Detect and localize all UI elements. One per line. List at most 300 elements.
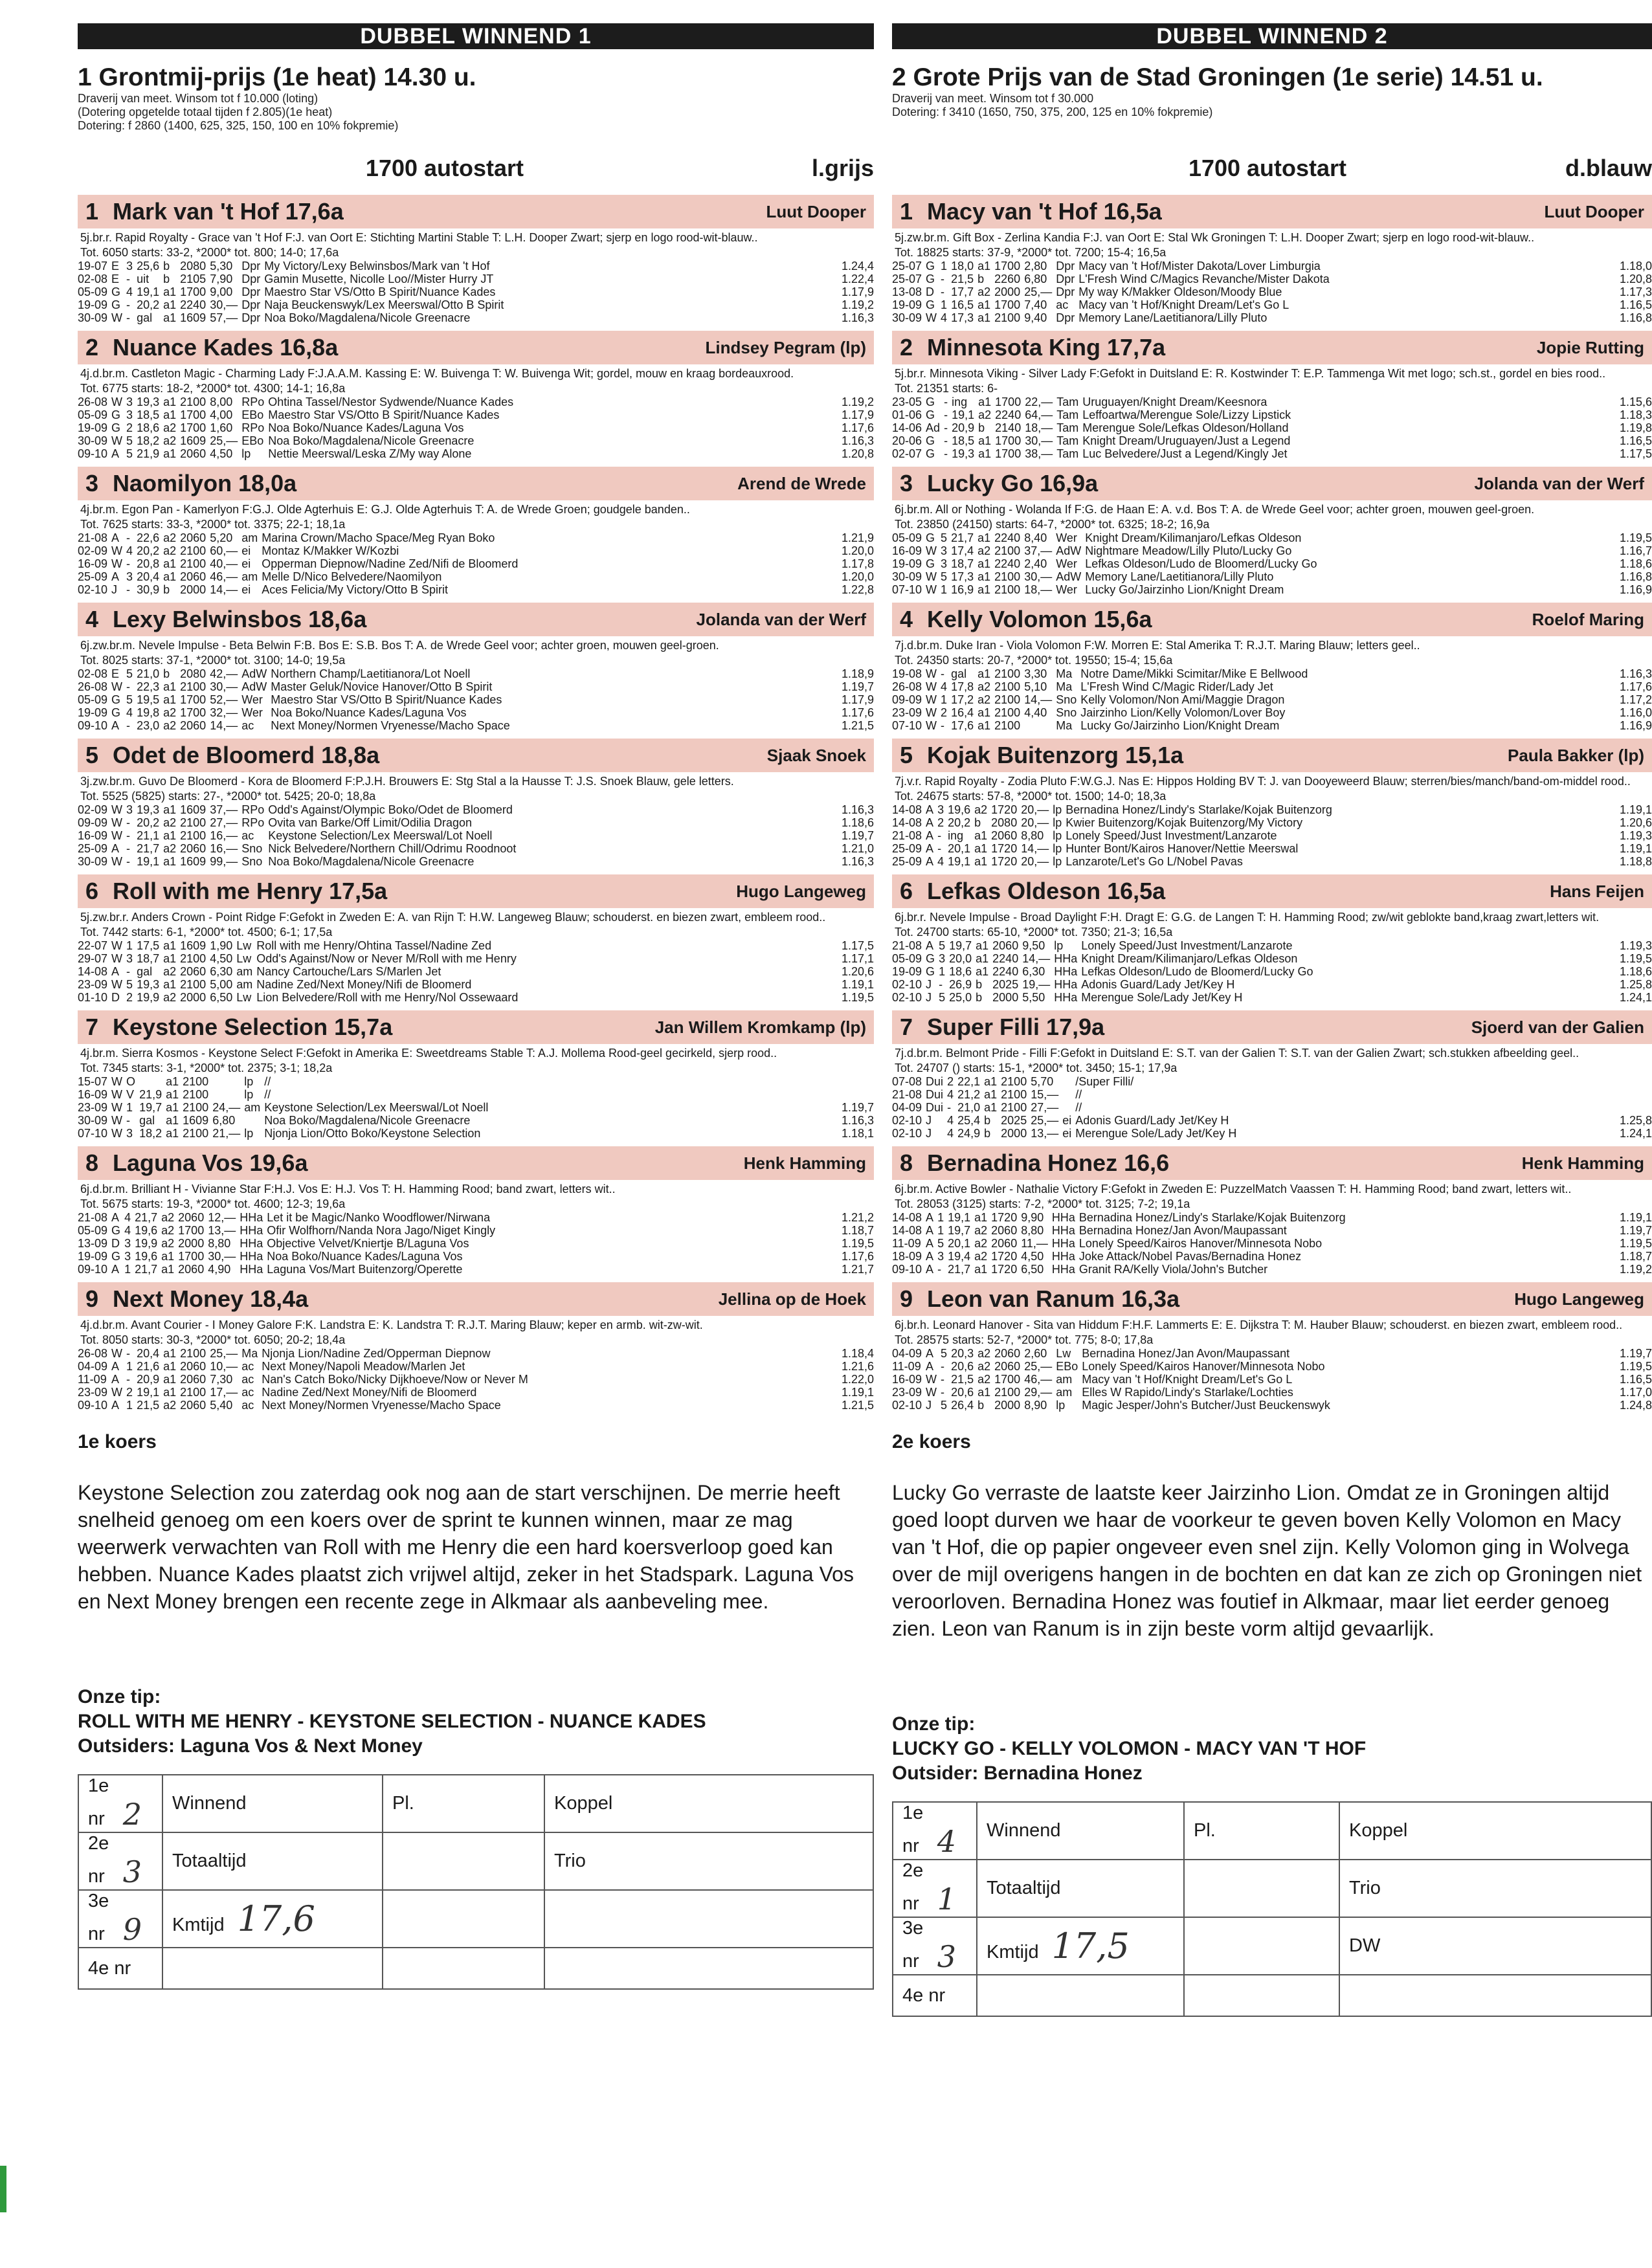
run-cell: 30-09 xyxy=(892,570,922,583)
run-cell xyxy=(1062,1075,1075,1088)
run-cell: 14,— xyxy=(210,719,238,732)
bet-form xyxy=(892,1801,1652,2017)
run-row xyxy=(78,1127,874,1140)
run-cell: a1 xyxy=(166,1114,179,1127)
run-cell: 1.18,9 xyxy=(841,667,874,680)
run-row xyxy=(892,842,1652,855)
run-cell: a1 xyxy=(977,557,991,570)
run-cell: D xyxy=(111,991,120,1004)
horse-driver: Jan Willem Kromkamp (lp) xyxy=(654,1017,866,1037)
run-cell: 1609 xyxy=(180,803,206,816)
run-row xyxy=(892,978,1652,991)
run-cell: 19-08 xyxy=(892,667,922,680)
run-cell: A xyxy=(111,965,120,978)
run-cell: 1.17,9 xyxy=(841,693,874,706)
run-cell: a1 xyxy=(163,952,177,965)
run-cell: Lion Belvedere/Roll with me Henry/Nol Ossewaard xyxy=(256,991,519,1004)
run-cell: G xyxy=(926,395,935,408)
run-cell: Lefkas Oldeson/Ludo de Bloomerd/Lucky Go xyxy=(1085,557,1317,570)
run-row xyxy=(78,408,874,421)
run-cell: 2060 xyxy=(178,1263,205,1276)
run-cell: EBo xyxy=(241,408,264,421)
run-cell: 2100 xyxy=(1001,1075,1027,1088)
run-cell: 2100 xyxy=(180,680,206,693)
run-cell: W xyxy=(111,1101,123,1114)
run-cell: 1.16,5 xyxy=(1619,434,1652,447)
run-cell: b xyxy=(163,272,170,285)
run-cell: Tam xyxy=(1056,434,1079,447)
run-cell: 1.17,6 xyxy=(1619,680,1652,693)
run-cell: ing xyxy=(948,829,964,842)
run-cell: 20,6 xyxy=(951,1386,974,1399)
run-cell: a1 xyxy=(163,1360,177,1373)
run-cell: 19,3 xyxy=(137,395,160,408)
run-row xyxy=(78,1360,874,1373)
run-cell xyxy=(842,1088,874,1101)
run-cell: 14-06 xyxy=(892,421,922,434)
run-cell: Knight Dream/Kilimanjaro/Lefkas Oldeson xyxy=(1085,531,1302,544)
run-cell: 19,6 xyxy=(135,1250,158,1263)
run-row xyxy=(892,285,1652,298)
horse-stats: Tot. 7442 starts: 6-1, *2000* tot. 4500; 6-1; 17,5a xyxy=(80,926,333,939)
run-cell: Ma xyxy=(1056,719,1073,732)
form-cell xyxy=(544,1890,873,1948)
form-label: 1e nr 2 xyxy=(78,1775,162,1832)
run-cell: b xyxy=(977,272,985,285)
run-cell: a1 xyxy=(977,531,991,544)
run-cell: gal xyxy=(137,965,153,978)
run-cell: 1.25,8 xyxy=(1619,978,1652,991)
run-cell: 20-06 xyxy=(892,434,922,447)
run-cell: 4,50 xyxy=(210,447,233,460)
run-cell: 25-07 xyxy=(892,272,922,285)
run-cell: Ma xyxy=(241,1347,258,1360)
run-cell: 22,1 xyxy=(957,1075,981,1088)
horse-stats: Tot. 24350 starts: 20-7, *2000* tot. 19550; 15-4; 15,6a xyxy=(895,654,1173,667)
run-cell: A xyxy=(926,1263,934,1276)
run-cell: 24,9 xyxy=(957,1127,981,1140)
run-row xyxy=(78,1088,874,1101)
run-cell: 2100 xyxy=(994,1386,1021,1399)
distance-row xyxy=(892,155,1652,182)
horse-name: 7 Keystone Selection 15,7a xyxy=(85,1014,393,1040)
run-cell: E xyxy=(111,667,120,680)
run-cell: 4 xyxy=(124,1211,131,1224)
run-row xyxy=(892,434,1652,447)
horse-driver: Sjoerd van der Galien xyxy=(1471,1017,1644,1037)
run-row xyxy=(78,680,874,693)
run-cell: Dpr xyxy=(241,272,261,285)
horse-name: 2 Nuance Kades 16,8a xyxy=(85,334,339,361)
run-cell: A xyxy=(111,1211,120,1224)
run-cell: 18,6 xyxy=(949,965,972,978)
run-cell: 2100 xyxy=(180,952,206,965)
run-cell: a1 xyxy=(977,719,991,732)
horse-pedigree: 6j.br.r. Nevele Impulse - Broad Daylight F:H. Dragt E: G.G. de Langen T: H. Hamming Rood; zw/wit geblokte band,kraag zwart,letters wit. xyxy=(895,911,1600,924)
run-cell: ac xyxy=(1056,298,1069,311)
run-cell: 1700 xyxy=(178,1250,205,1263)
run-cell: 1 xyxy=(941,298,948,311)
run-cell: Lw xyxy=(236,952,252,965)
run-cell: 02-09 xyxy=(78,544,108,557)
run-cell: 1.15,6 xyxy=(1619,395,1652,408)
run-cell: 25,— xyxy=(1024,285,1053,298)
run-cell: 1.19,8 xyxy=(1619,421,1652,434)
run-cell: 30-09 xyxy=(892,311,922,324)
run-cell: 21,5 xyxy=(137,1399,160,1412)
horse-number: 2 xyxy=(900,334,913,361)
run-cell: 52,— xyxy=(210,693,238,706)
run-cell: Lw xyxy=(236,939,252,952)
run-cell: G xyxy=(926,434,935,447)
form-cell: Koppel xyxy=(544,1775,873,1832)
form-label: 4e nr xyxy=(893,1975,977,2016)
run-cell: Noa Boko/Magdalena/Nicole Greenacre xyxy=(264,1114,471,1127)
run-row xyxy=(78,434,874,447)
run-cell: 22,6 xyxy=(137,531,160,544)
run-row xyxy=(78,298,874,311)
run-cell: 1609 xyxy=(180,855,206,868)
recent-runs-table xyxy=(892,667,1652,732)
horse-header xyxy=(78,874,874,908)
run-cell: b xyxy=(984,1127,991,1140)
analysis-heading: 2e koers xyxy=(892,1431,971,1452)
run-cell: 16-09 xyxy=(78,557,108,570)
run-cell xyxy=(1620,1075,1652,1088)
run-cell: a2 xyxy=(163,531,177,544)
run-cell: 7,40 xyxy=(1024,298,1047,311)
run-cell: a1 xyxy=(984,1075,998,1088)
form-cell: Kmtijd 17,5 xyxy=(977,1917,1184,1975)
run-cell: 4 xyxy=(126,544,133,557)
run-cell: 21-08 xyxy=(892,939,922,952)
run-cell: 09-10 xyxy=(78,447,108,460)
run-cell: Keystone Selection/Lex Meerswal/Lot Noell xyxy=(264,1101,489,1114)
run-cell: Maestro Star VS/Otto B Spirit/Nuance Kades xyxy=(271,693,502,706)
run-cell: 19,1 xyxy=(137,285,160,298)
run-cell: 25-07 xyxy=(892,260,922,272)
run-cell: b xyxy=(974,816,981,829)
horse-number: 1 xyxy=(900,198,913,225)
run-cell: 1720 xyxy=(991,842,1018,855)
run-cell: W xyxy=(926,719,937,732)
horse-entry xyxy=(892,739,1652,868)
run-cell: Noa Boko/Magdalena/Nicole Greenacre xyxy=(264,311,471,324)
run-cell: 2240 xyxy=(994,531,1021,544)
run-cell: 05-09 xyxy=(892,531,922,544)
run-row xyxy=(78,395,874,408)
horse-stats: Tot. 18825 starts: 37-9, *2000* tot. 7200; 15-4; 16,5a xyxy=(895,246,1166,259)
run-cell: A xyxy=(926,1360,934,1373)
run-cell: 09-09 xyxy=(78,816,108,829)
run-cell: Laguna Vos/Mart Buitenzorg/Operette xyxy=(267,1263,463,1276)
run-cell: 20,3 xyxy=(951,1347,974,1360)
run-cell: 02-10 xyxy=(892,991,922,1004)
run-cell: G xyxy=(926,557,935,570)
run-cell: am xyxy=(1056,1386,1073,1399)
run-cell: 30,— xyxy=(210,298,238,311)
run-cell: 24,— xyxy=(212,1101,241,1114)
run-cell: Ma xyxy=(1056,680,1073,693)
run-cell: - xyxy=(944,421,948,434)
run-cell: ei xyxy=(1062,1127,1072,1140)
run-row xyxy=(892,1386,1652,1399)
run-cell: Dpr xyxy=(1056,311,1075,324)
run-cell: 19,7 xyxy=(139,1101,162,1114)
run-cell: Elles W Rapido/Lindy's Starlake/Lochties xyxy=(1082,1386,1293,1399)
run-cell: Keystone Selection/Lex Meerswal/Lot Noell xyxy=(268,829,493,842)
horse-name: 1 Macy van 't Hof 16,5a xyxy=(900,198,1162,225)
form-label: 2e nr 3 xyxy=(78,1832,162,1890)
run-cell: 20,9 xyxy=(137,1373,160,1386)
run-row xyxy=(78,991,874,1004)
run-cell: 6,50 xyxy=(1021,1263,1044,1276)
run-cell: ei xyxy=(241,583,251,596)
run-cell: Joke Attack/Nobel Pavas/Bernadina Honez xyxy=(1078,1250,1302,1263)
run-cell: 2100 xyxy=(1001,1088,1027,1101)
run-cell: 1 xyxy=(126,939,133,952)
run-cell: 2060 xyxy=(992,939,1019,952)
run-cell: G xyxy=(926,952,935,965)
race-condition-line: Draverij van meet. Winsom tot f 30.000 xyxy=(892,92,1094,105)
run-cell: am xyxy=(241,531,258,544)
run-cell: 1720 xyxy=(991,1263,1018,1276)
run-cell: 1.18,3 xyxy=(1619,408,1652,421)
run-cell: - xyxy=(944,447,948,460)
horse-number: 3 xyxy=(85,470,99,496)
run-cell: 46,— xyxy=(1024,1373,1053,1386)
form-cell xyxy=(1339,1975,1651,2016)
run-cell: O xyxy=(126,1075,136,1088)
run-cell: 15,— xyxy=(1031,1088,1059,1101)
run-cell: 09-10 xyxy=(78,719,108,732)
run-cell: 3 xyxy=(941,557,948,570)
bet-form-row xyxy=(78,1948,873,1989)
run-cell: 5 xyxy=(126,434,133,447)
horse-entry xyxy=(78,331,874,460)
distance-row xyxy=(78,155,874,182)
run-cell: a2 xyxy=(163,842,177,855)
horse-stats: Tot. 8025 starts: 37-1, *2000* tot. 3100; 14-0; 19,5a xyxy=(80,654,346,667)
run-cell: 1.19,2 xyxy=(841,395,874,408)
run-cell: a2 xyxy=(977,693,991,706)
run-cell: 8,90 xyxy=(1024,1399,1047,1412)
run-cell: G xyxy=(926,965,935,978)
run-cell: a2 xyxy=(161,1224,175,1237)
run-cell: 5 xyxy=(941,531,948,544)
horse-entry xyxy=(892,1282,1652,1412)
run-cell: D xyxy=(111,1237,120,1250)
horse-driver: Hugo Langeweg xyxy=(736,881,866,901)
run-cell: a2 xyxy=(163,706,177,719)
run-cell: 2060 xyxy=(178,1211,205,1224)
run-cell: Merengue Sole/Lefkas Oldeson/Holland xyxy=(1082,421,1289,434)
run-cell: W xyxy=(926,1373,937,1386)
run-cell: 1700 xyxy=(994,1373,1021,1386)
recent-runs-table xyxy=(78,395,874,460)
run-row xyxy=(78,965,874,978)
run-cell: W xyxy=(926,680,937,693)
run-cell: ei xyxy=(241,544,251,557)
horse-stats: Tot. 5675 starts: 19-3, *2000* tot. 4600; 12-3; 19,6a xyxy=(80,1197,346,1210)
horse-header xyxy=(78,1282,874,1316)
run-cell: E xyxy=(111,272,120,285)
run-cell: 19,7 xyxy=(949,939,972,952)
run-cell: 1.24,1 xyxy=(1619,1127,1652,1140)
horse-header xyxy=(892,467,1652,500)
run-cell: HHa xyxy=(1054,952,1078,965)
run-cell: a1 xyxy=(977,667,991,680)
run-row xyxy=(78,952,874,965)
run-cell: Wer xyxy=(1056,531,1077,544)
run-cell: Notre Dame/Mikki Scimitar/Mike E Bellwood xyxy=(1080,667,1308,680)
run-cell: 21-08 xyxy=(892,829,922,842)
run-cell: am xyxy=(244,1101,261,1114)
run-cell: Tam xyxy=(1056,408,1079,421)
run-cell: ac xyxy=(241,1360,254,1373)
run-cell: A xyxy=(111,1360,120,1373)
run-cell: ei xyxy=(241,557,251,570)
run-cell: 1.16,5 xyxy=(1619,1373,1652,1386)
run-cell: a1 xyxy=(977,260,991,272)
run-cell: HHa xyxy=(240,1211,263,1224)
run-cell: 1.21,0 xyxy=(841,842,874,855)
run-cell: 09-10 xyxy=(78,1399,108,1412)
run-cell: 17,8 xyxy=(951,680,974,693)
analysis-text: Lucky Go verraste de laatste keer Jairzinho Lion. Omdat ze in Groningen altijd goed loopt durven we haar de voorkeur te geven boven Kelly Volomon en Macy van 't Hof, die op papier ongeveer even snel zijn. Kelly Volomon ging in Wolvega over de mijl overigens hangen in de bochten en dat kan ze zich op Groningen niet veroorloven. Bernadina Honez was foutief in Alkmaar, maar liet eerder genoeg zien. Leon van Ranum is in zijn beste vorm altijd gevaarlijk. xyxy=(892,1481,1642,1640)
run-cell: A xyxy=(111,570,120,583)
run-cell: W xyxy=(111,939,123,952)
run-cell: a1 xyxy=(166,1088,179,1101)
track-color: d.blauw xyxy=(1565,155,1652,181)
run-cell: Odd's Against/Now or Never M/Roll with me Henry xyxy=(256,952,517,965)
run-cell: W xyxy=(111,952,123,965)
horse-pedigree: 5j.br.r. Rapid Royalty - Grace van 't Hof F:J. van Oort E: Stichting Martini Stable T: L.H. Dooper Zwart; sjerp en logo rood-wit-blauw.. xyxy=(80,231,758,244)
run-cell: 1.24,8 xyxy=(1619,1399,1652,1412)
run-cell: 8,40 xyxy=(1024,531,1047,544)
run-cell: 07-08 xyxy=(892,1075,922,1088)
horse-name: 7 Super Filli 17,9a xyxy=(900,1014,1105,1040)
run-cell: 1.19,3 xyxy=(1619,939,1652,952)
run-cell: 3 xyxy=(126,1127,133,1140)
analysis-text: Keystone Selection zou zaterdag ook nog aan de start verschijnen. De merrie heeft snelheid genoeg om een koers over de sprint te kunnen winnen, maar ze mag weerwerk verwachten van Roll with me Henry die een hard koersverloop goed kan hebben. Nuance Kades plaatst zich vrijwel altijd, zeker in het Stadspark. Laguna Vos en Next Money brengen een recente zege in Alkmaar als aanbeveling mee. xyxy=(78,1481,854,1613)
run-cell: Dpr xyxy=(1056,260,1075,272)
run-cell: 17,3 xyxy=(951,570,974,583)
run-cell: AdW xyxy=(1056,544,1082,557)
horse-header xyxy=(78,1146,874,1180)
run-cell: A xyxy=(926,816,934,829)
run-cell: 4 xyxy=(126,285,133,298)
run-cell: a2 xyxy=(161,1237,175,1250)
run-cell xyxy=(1024,719,1056,732)
run-cell: V xyxy=(126,1088,135,1101)
run-cell: 19-09 xyxy=(892,557,922,570)
run-cell: G xyxy=(111,421,121,434)
run-cell: HHa xyxy=(1051,1263,1075,1276)
run-cell: 5 xyxy=(941,1399,948,1412)
recent-runs-table xyxy=(78,1211,874,1276)
run-cell: gal xyxy=(951,667,967,680)
run-cell: Next Money/Napoli Meadow/Marlen Jet xyxy=(262,1360,465,1373)
page-edge-tab xyxy=(0,2166,6,2212)
form-cell: Pl. xyxy=(383,1775,544,1832)
run-cell: lp xyxy=(244,1088,254,1101)
run-cell: a1 xyxy=(163,395,177,408)
horse-number: 7 xyxy=(900,1014,913,1040)
run-cell: A xyxy=(111,447,120,460)
run-cell: a1 xyxy=(163,311,177,324)
run-cell: 21,— xyxy=(212,1127,241,1140)
horse-name: 6 Roll with me Henry 17,5a xyxy=(85,878,388,904)
run-cell: W xyxy=(926,667,937,680)
run-cell: 21-08 xyxy=(78,531,108,544)
run-cell: 2100 xyxy=(180,1347,206,1360)
run-cell: 2000 xyxy=(178,1237,205,1250)
run-cell: a1 xyxy=(163,829,177,842)
run-cell: 30,— xyxy=(208,1250,236,1263)
run-cell: 2080 xyxy=(991,816,1018,829)
run-cell: 22,3 xyxy=(137,680,160,693)
run-cell: a2 xyxy=(163,1399,177,1412)
horse-entry xyxy=(892,1146,1652,1276)
horse-stats: Tot. 7625 starts: 33-3, *2000* tot. 3375; 22-1; 18,1a xyxy=(80,518,346,531)
run-row xyxy=(892,952,1652,965)
run-cell: 1.18,8 xyxy=(1619,855,1652,868)
run-cell: a2 xyxy=(163,816,177,829)
run-cell: 2140 xyxy=(995,421,1021,434)
horse-stats: Tot. 5525 (5825) starts: 27-, *2000* tot. 5425; 20-0; 18,8a xyxy=(80,790,376,803)
run-cell: 19,1 xyxy=(137,855,160,868)
run-cell: Lw xyxy=(236,991,252,1004)
run-cell: Ma xyxy=(1056,667,1073,680)
race-conditions xyxy=(78,92,874,133)
run-cell: 46,— xyxy=(210,570,238,583)
horse-stats: Tot. 24700 starts: 65-10, *2000* tot. 7350; 21-3; 16,5a xyxy=(895,926,1173,939)
run-cell: 1.18,7 xyxy=(1619,1250,1652,1263)
run-cell: Merengue Sole/Lady Jet/Key H xyxy=(1075,1127,1237,1140)
run-cell: Next Money/Normen Vryenesse/Macho Space xyxy=(271,719,510,732)
run-cell: - xyxy=(126,1373,131,1386)
run-cell: 13,— xyxy=(208,1224,236,1237)
run-cell: lp xyxy=(1054,939,1064,952)
run-cell: 1.20,8 xyxy=(841,447,874,460)
run-cell: a1 xyxy=(163,408,177,421)
run-cell: HHa xyxy=(1051,1224,1075,1237)
run-cell xyxy=(1062,1088,1075,1101)
run-cell: A xyxy=(926,1237,934,1250)
run-cell: a1 xyxy=(163,557,177,570)
recent-runs-table xyxy=(892,803,1652,868)
run-cell: 21,0 xyxy=(957,1101,981,1114)
run-cell: 07-10 xyxy=(78,1127,108,1140)
horse-stats: Tot. 28053 (3125) starts: 7-2, *2000* tot. 3125; 7-2; 19,1a xyxy=(895,1197,1190,1210)
run-cell: - xyxy=(937,1263,942,1276)
race-condition-line: Dotering: f 2860 (1400, 625, 325, 150, 100 en 10% fokpremie) xyxy=(78,119,399,132)
run-row xyxy=(78,1114,874,1127)
race-condition-line: Draverij van meet. Winsom tot f 10.000 (loting) xyxy=(78,92,318,105)
run-cell: 3 xyxy=(126,570,133,583)
run-row xyxy=(78,1211,874,1224)
run-cell: 21,2 xyxy=(957,1088,981,1101)
horse-pedigree: 4j.d.br.m. Avant Courier - I Money Galore F:K. Landstra E: K. Landstra T: R.J.T. Maring Blauw; keper en armb. wit-zw-wit. xyxy=(80,1318,703,1331)
horse-pedigree: 6j.br.h. Leonard Hanover - Sita van Hiddum F:H.F. Lammerts E: E. Dijkstra T: M. Hauber Blauw; schouderst. en biezen zwart, embleem rood.. xyxy=(895,1318,1623,1331)
run-cell: 02-10 xyxy=(892,1127,922,1140)
run-cell: 25-09 xyxy=(78,842,108,855)
run-row xyxy=(892,1373,1652,1386)
run-cell: gal xyxy=(139,1114,155,1127)
run-cell: 11-09 xyxy=(892,1360,921,1373)
run-cell: 19-09 xyxy=(78,421,108,434)
